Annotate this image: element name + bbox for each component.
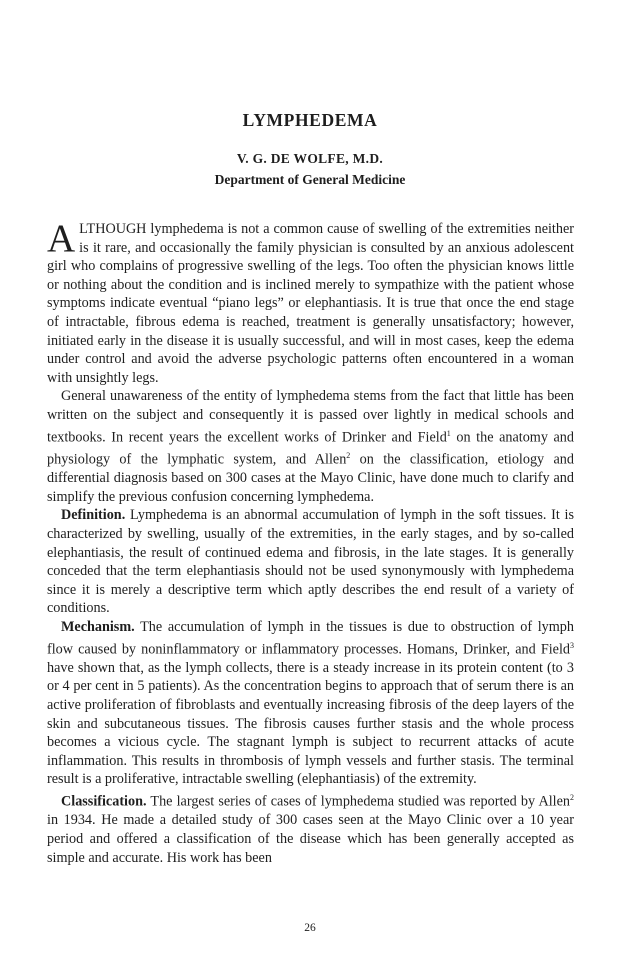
mechanism-heading: Mechanism. [61,618,135,635]
awareness-text-a: General unawareness of the entity of lymphedema stems from the fact that little has been written on the subject and consequently it is passed over lightly in medical schools and textbooks. In recent years the excellent works of Drinker and Field [47,388,574,446]
mechanism-text-b: have shown that, as the lymph collects, there is a steady increase in its protein content (to 3 or 4 per cent in 5 patients). As the concentration begins to approach that of serum there is an active proliferation of fibroblasts and eventually increasing fibrosis of the deep layers of the skin and subcutaneous tissues. The fibrosis causes further stasis and the whole process becomes a vicious cycle. The stagnant lymph is subject to recurrent attacks of acute inflammation. This results in thrombosis of lymph vessels and further stasis. The terminal result is a proliferative, intractable swelling (elephantiasis) of the extremity. [47,659,574,788]
classification-paragraph [47,789,574,867]
definition-text: Lymphedema is an abnormal accumulation of lymph in the soft tissues. It is characterized by swelling, usually of the extremities, in the early stages, and by so-called elephantiasis, the result of continued edema and fibrosis, in the late stages. It is generally conceded that the term elephantiasis should not be used synonymously with lymphedema since it is merely a descriptive term which aptly describes the end result of a variety of conditions. [47,507,574,617]
intro-text: LTHOUGH lymphedema is not a common cause of swelling of the extremities neither is it rare, and occasionally the family physician is consulted by an anxious adolescent girl who complains of progressive swelling of the legs. Too often the physician knows little or nothing about the condition and is inclined merely to sympathize with the patient whose symptoms indicate eventual “piano legs” or elephantiasis. It is true that once the end stage of intractable, fibrous edema is reached, treatment is generally unsatisfactory; however, initiated early in the disease it is usually successful, and will in most cases, keep the edema under control and avoid the adverse psychologic patterns often encountered in a woman with unsightly legs. [47,221,574,386]
author-name: V. G. DE WOLFE, M.D. [236,151,384,166]
article-body [47,217,574,867]
awareness-text-b: on the anatomy and physiology of the lymphatic system, and Allen [47,429,574,468]
awareness-text-c: on the classification, etiology and differential diagnosis based on 300 cases at the Mayo Clinic, have done much to clarify and simplify the previous confusion concerning lymphedema. [47,451,574,505]
reference-mark: 2 [346,450,351,460]
mechanism-paragraph [47,618,574,789]
definition-heading: Definition. [61,507,126,524]
reference-mark: 3 [570,640,574,650]
mechanism-text-a: The accumulation of lymph in the tissues is due to obstruction of lymph flow caused by noninflammatory or inflammatory processes. Homans, Drinker, and Field [47,618,574,658]
classification-heading: Classification. [61,793,147,810]
reference-mark: 1 [446,428,451,438]
intro-paragraph [47,217,574,387]
drop-cap: A [47,217,76,260]
author-department: Department of General Medicine [214,172,406,187]
definition-paragraph [47,506,574,618]
page-number: 26 [304,922,316,934]
classification-text-b: in 1934. He made a detailed study of 300 cases seen at the Mayo Clinic over a 10 year period and offered a classification of the disease which has been generally accepted as simple and accurate. His work has been [47,812,574,866]
classification-text-a: The largest series of cases of lymphedema studied was reported by Allen [146,793,570,810]
reference-mark: 2 [570,793,574,803]
awareness-paragraph [47,387,574,506]
article-title: LYMPHEDEMA [242,110,378,130]
